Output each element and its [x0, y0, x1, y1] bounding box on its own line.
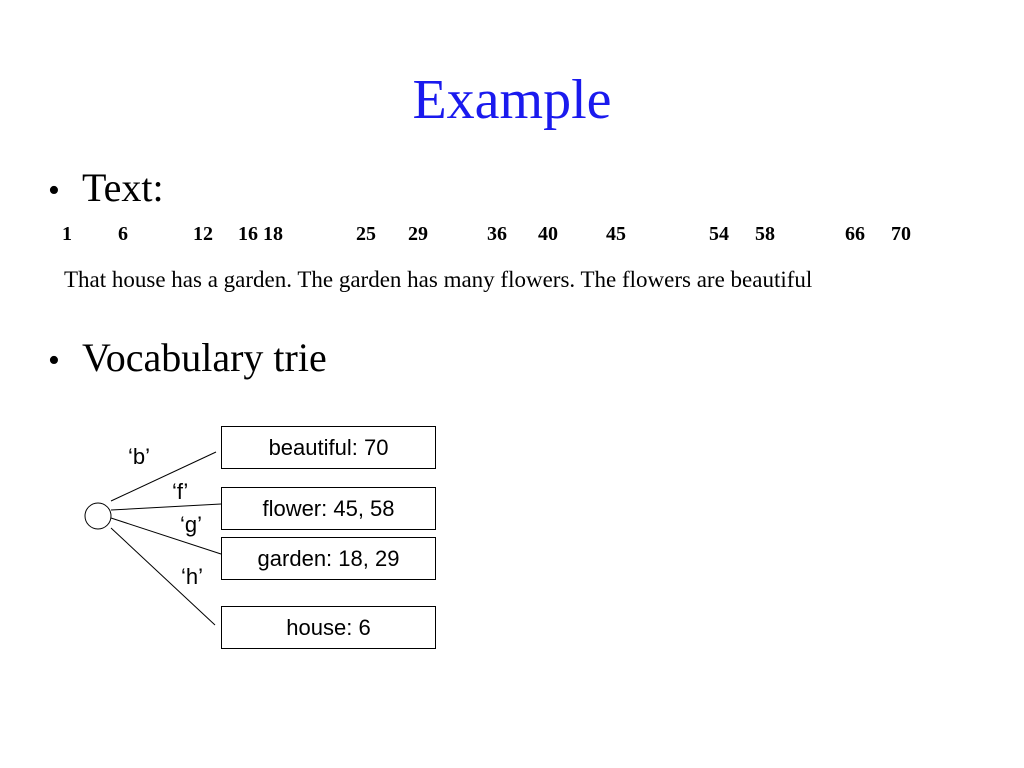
- position-54: 54: [709, 223, 729, 245]
- bullet-vocabulary-label: Vocabulary trie: [82, 335, 327, 380]
- trie-leaf-house-label: house: 6: [286, 614, 371, 640]
- position-1: 1: [62, 223, 72, 245]
- trie-leaf-beautiful-label: beautiful: 70: [268, 434, 389, 460]
- position-40: 40: [538, 223, 558, 245]
- position-12: 12: [193, 223, 213, 245]
- example-sentence: That house has a garden. The garden has many flowers. The flowers are beautiful: [64, 267, 813, 292]
- edge-label-h: ‘h’: [181, 564, 204, 589]
- trie-leaf-beautiful: [221, 426, 436, 469]
- position-58: 58: [755, 223, 775, 245]
- bullet-dot: •: [48, 342, 60, 379]
- slide-title: Example: [412, 69, 612, 131]
- edge-label-f: ‘f’: [172, 479, 189, 504]
- trie-root-node: [85, 503, 111, 529]
- position-36: 36: [487, 223, 507, 245]
- trie-edge-b: [111, 452, 216, 504]
- trie-edge-f: [111, 504, 221, 510]
- position-16-18: 16 18: [238, 223, 283, 245]
- edge-label-g: ‘g’: [180, 512, 203, 537]
- position-29: 29: [408, 223, 428, 245]
- position-25: 25: [356, 223, 376, 245]
- bullet-text-label: Text:: [82, 165, 164, 210]
- bullet-dot: •: [48, 172, 60, 209]
- position-66: 66: [845, 223, 865, 245]
- trie-leaf-flower: [221, 487, 436, 530]
- trie-leaf-house: [221, 606, 436, 649]
- position-6: 6: [118, 223, 128, 245]
- trie-leaf-flower-label: flower: 45, 58: [262, 495, 395, 521]
- trie-leaf-garden: [221, 537, 436, 580]
- edge-label-b: ‘b’: [128, 444, 151, 469]
- position-70: 70: [891, 223, 911, 245]
- position-45: 45: [606, 223, 626, 245]
- trie-edge-g: [111, 518, 221, 554]
- trie-leaf-garden-label: garden: 18, 29: [257, 545, 400, 571]
